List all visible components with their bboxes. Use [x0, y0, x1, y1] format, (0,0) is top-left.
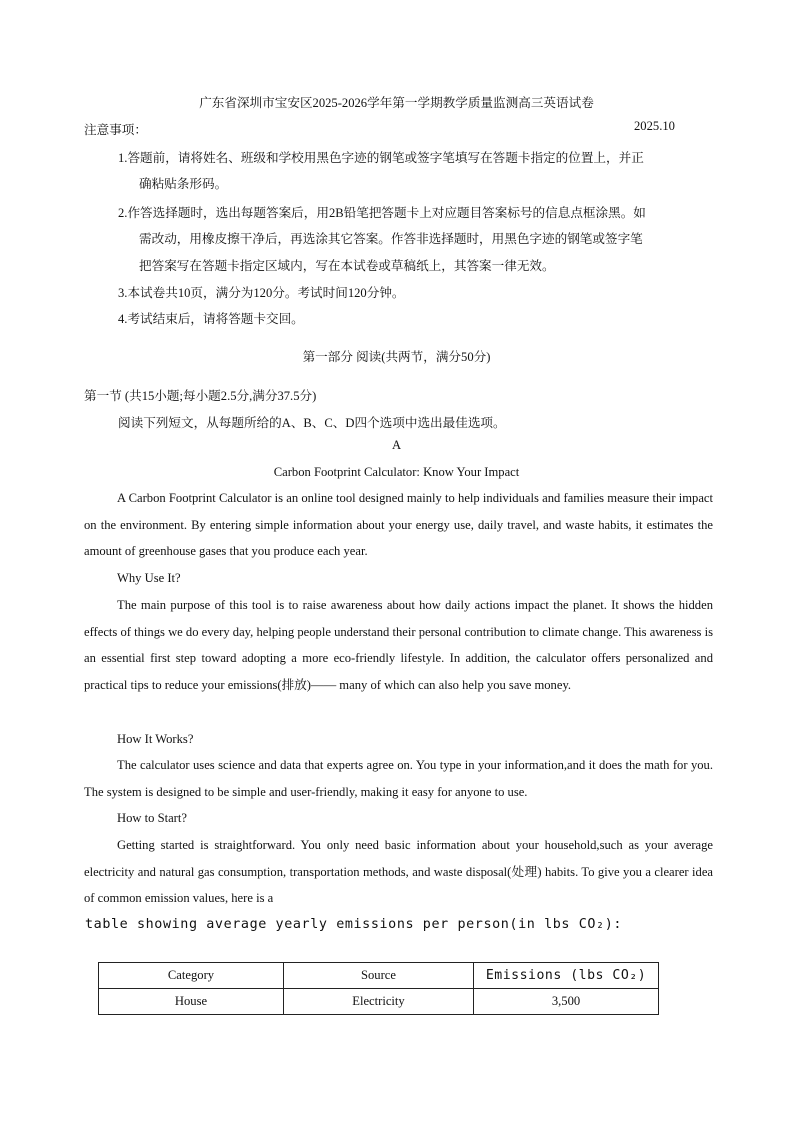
instruction-2-cont-a: 需改动，用橡皮擦干净后，再选涂其它答案。作答非选择题时，用黑色字迹的钢笔或签字笔 — [139, 232, 643, 246]
instruction-2: 2.作答选择题时，选出每题答案后，用2B铅笔把答题卡上对应题目答案标号的信息点框涂黑。如 — [118, 206, 646, 220]
heading-how-works: How It Works? — [117, 732, 194, 746]
table-intro: table showing average yearly emissions per person(in lbs CO₂): — [85, 917, 623, 932]
instruction-4: 4.考试结束后，请将答题卡交回。 — [118, 312, 304, 326]
heading-why: Why Use It? — [117, 571, 181, 585]
paragraph-1: A Carbon Footprint Calculator is an online tool designed mainly to help individuals and families measure their impact on the environment. By entering simple information about your energy use, daily travel, and waste habits, it estimates the amount of greenhouse gases that you produce each year. — [84, 491, 713, 559]
passage-title: Carbon Footprint Calculator: Know Your Impact — [273, 465, 520, 479]
table-header-row — [99, 963, 659, 989]
exam-date: 2025.10 — [634, 119, 675, 133]
exam-title: 广东省深圳市宝安区2025-2026学年第一学期教学质量监测高三英语试卷 — [199, 96, 594, 110]
passage-letter: A — [391, 438, 402, 452]
emissions-table — [98, 962, 659, 1015]
table-cell: Electricity — [284, 989, 474, 1015]
table-cell: House — [99, 989, 284, 1015]
table-header-cell: Category — [99, 963, 284, 989]
section1-title: 第一节 (共15小题;每小题2.5分,满分37.5分) — [84, 389, 317, 403]
paragraph-2: The main purpose of this tool is to raise awareness about how daily actions impact the planet. It shows the hidden effects of things we do every day, helping people understand their personal contribution to climate change. This awareness is an essential first step toward adopting a more eco-friendly lifestyle. In addition, the calculator offers personalized and practical tips to reduce your emissions(排放)—— many of which can also help you save money. — [84, 598, 713, 692]
directions: 阅读下列短文，从每题所给的A、B、C、D四个选项中选出最佳选项。 — [118, 416, 506, 430]
notice-label: 注意事项： — [84, 123, 147, 137]
table-row — [99, 989, 659, 1015]
heading-how-start: How to Start? — [117, 811, 187, 825]
instruction-1-cont: 确粘贴条形码。 — [139, 177, 228, 191]
table-cell: 3,500 — [474, 989, 659, 1015]
instruction-1: 1.答题前，请将姓名、班级和学校用黑色字迹的钢笔或签字笔填写在答题卡指定的位置上，并正 — [118, 151, 644, 165]
table-header-cell: Source — [284, 963, 474, 989]
instruction-3: 3.本试卷共10页，满分为120分。考试时间120分钟。 — [118, 286, 405, 300]
table-header-cell: Emissions (lbs CO₂) — [474, 963, 659, 989]
part1-title: 第一部分 阅读(共两节，满分50分) — [302, 350, 491, 364]
paragraph-4: Getting started is straightforward. You only need basic information about your household,such as your average electricity and natural gas consumption, transportation methods, and waste disposal(处理) habits. To give you a clearer idea of common emission values, here is a — [84, 838, 713, 906]
paragraph-3: The calculator uses science and data that experts agree on. You type in your information,and it does the math for you. The system is designed to be simple and user-friendly, making it easy for anyone to use. — [84, 758, 713, 799]
instruction-2-cont-b: 把答案写在答题卡指定区域内，写在本试卷或草稿纸上，其答案一律无效。 — [139, 259, 555, 273]
